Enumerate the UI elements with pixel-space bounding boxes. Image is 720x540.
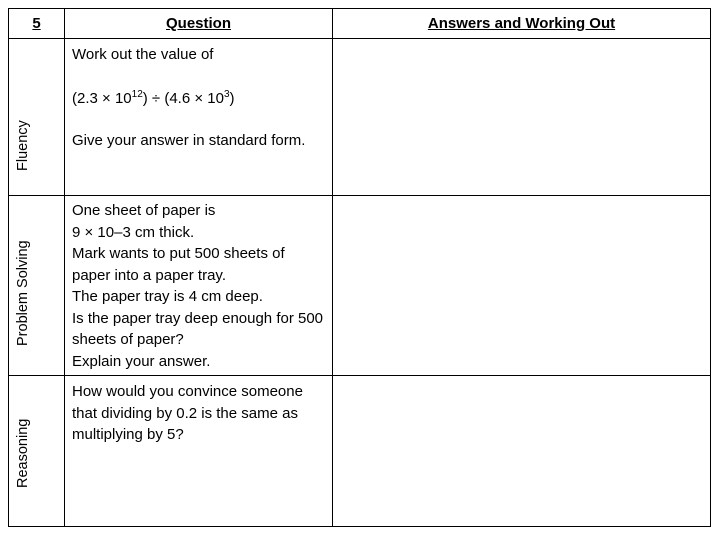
problem-solving-row	[9, 196, 711, 376]
fluency-label-cell	[9, 39, 65, 196]
problem-line-5: Is the paper tray deep enough for 500 sheets of paper?	[72, 309, 328, 348]
fluency-label: Fluency	[15, 120, 31, 171]
worksheet-table	[8, 8, 711, 527]
reasoning-answer-cell[interactable]	[333, 376, 711, 527]
fluency-row	[9, 39, 711, 196]
reasoning-row	[9, 376, 711, 527]
question-heading: Question	[65, 9, 333, 39]
problem-solving-question-cell	[65, 196, 333, 376]
reasoning-label: Reasoning	[15, 418, 31, 488]
problem-solving-label-cell	[9, 196, 65, 376]
problem-line-1: One sheet of paper is	[72, 202, 216, 219]
problem-line-4: The paper tray is 4 cm deep.	[72, 288, 263, 305]
question-number: 5	[9, 9, 65, 39]
problem-line-6: Explain your answer.	[72, 352, 211, 370]
header-row	[9, 9, 711, 39]
exponent-3: 3	[223, 88, 230, 100]
answers-heading: Answers and Working Out	[333, 9, 711, 39]
reasoning-text: How would you convince someone that dividing by 0.2 is the same as multiplying by 5?	[72, 383, 308, 443]
fluency-instruction: Give your answer in standard form.	[72, 132, 306, 149]
exponent-12: 12	[131, 88, 143, 100]
fluency-question-cell	[65, 39, 333, 196]
fluency-answer-cell[interactable]	[333, 39, 711, 196]
problem-line-3: Mark wants to put 500 sheets of paper into a paper tray.	[72, 245, 289, 284]
fluency-intro: Work out the value of	[72, 46, 214, 63]
problem-line-2: 9 × 10–3 cm thick.	[72, 223, 195, 241]
reasoning-label-cell	[9, 376, 65, 527]
reasoning-question-cell	[65, 376, 333, 527]
problem-solving-answer-cell[interactable]	[333, 196, 711, 376]
fluency-expression: $(2.3 \times 10^{12}) \div (4.6 \times 10^3)$	[72, 88, 235, 107]
problem-solving-label: Problem Solving	[15, 240, 31, 346]
